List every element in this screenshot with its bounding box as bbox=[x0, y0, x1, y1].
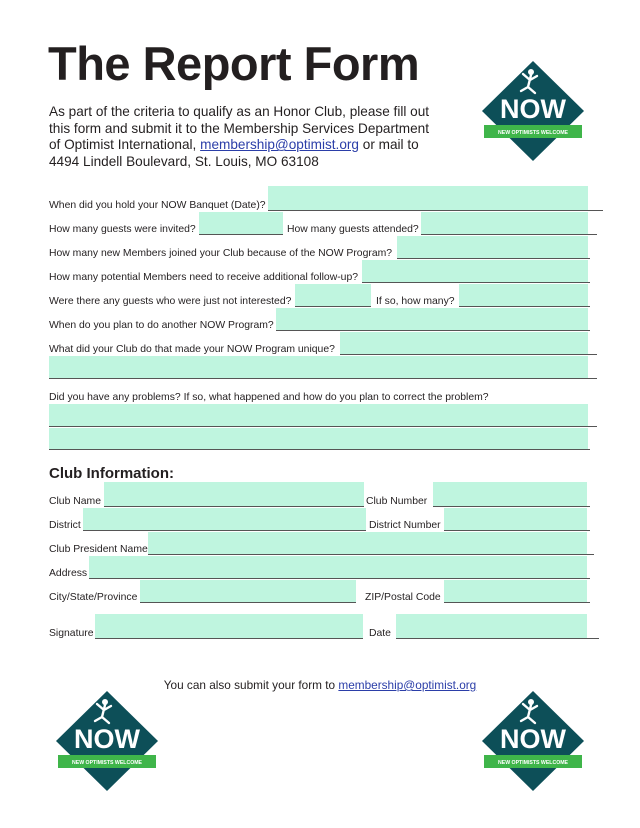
banquet-date-field[interactable] bbox=[268, 186, 588, 211]
district-number-label: District Number bbox=[369, 520, 441, 531]
intro-line bbox=[49, 137, 429, 154]
now-logo bbox=[481, 60, 585, 162]
membership-email-link[interactable]: membership@optimist.org bbox=[200, 137, 359, 153]
footer-text: You can also submit your form to bbox=[163, 678, 339, 692]
now-logo bbox=[55, 690, 159, 792]
club-info-heading: Club Information: bbox=[49, 465, 174, 482]
guests-invited-field[interactable] bbox=[199, 212, 283, 234]
zip-field[interactable] bbox=[444, 580, 587, 602]
underline bbox=[140, 602, 356, 603]
logo-word: NOW bbox=[74, 724, 140, 754]
underline bbox=[49, 449, 590, 450]
mailing-address: 4494 Lindell Boulevard, St. Louis, MO 63108 bbox=[49, 153, 319, 169]
president-field[interactable] bbox=[148, 532, 587, 554]
underline bbox=[148, 554, 594, 555]
district-number-field[interactable] bbox=[444, 508, 587, 530]
club-name-field[interactable] bbox=[104, 482, 364, 506]
unique-field[interactable] bbox=[340, 332, 588, 354]
underline bbox=[49, 426, 597, 427]
city-field[interactable] bbox=[140, 580, 356, 602]
new-members-field[interactable] bbox=[397, 236, 588, 258]
new-members-label: How many new Members joined your Club because of the NOW Program? bbox=[49, 248, 393, 259]
underline bbox=[89, 578, 590, 579]
not-interested-label: Were there any guests who were just not interested? bbox=[49, 296, 292, 307]
logo-word: NOW bbox=[500, 94, 566, 124]
underline bbox=[433, 506, 590, 507]
logo-tagline: NEW OPTIMISTS WELCOME bbox=[71, 760, 143, 766]
underline bbox=[459, 306, 590, 307]
underline bbox=[295, 306, 371, 307]
problems-label: Did you have any problems? If so, what happened and how do you plan to correct the problem? bbox=[49, 392, 489, 403]
underline bbox=[362, 282, 590, 283]
district-field[interactable] bbox=[83, 508, 366, 530]
underline bbox=[396, 638, 599, 639]
underline bbox=[276, 330, 590, 331]
underline bbox=[397, 258, 590, 259]
if-so-label: If so, how many? bbox=[376, 296, 455, 307]
now-logo bbox=[481, 690, 585, 792]
underline bbox=[444, 530, 590, 531]
zip-label: ZIP/Postal Code bbox=[365, 592, 441, 603]
signature-label: Signature bbox=[49, 628, 94, 639]
intro-line-text: or mail to bbox=[358, 137, 419, 153]
city-label: City/State/Province bbox=[49, 592, 138, 603]
underline bbox=[340, 354, 597, 355]
signature-field[interactable] bbox=[95, 614, 363, 638]
page-title: The Report Form bbox=[48, 37, 420, 90]
logo-tagline: NEW OPTIMISTS WELCOME bbox=[497, 760, 569, 766]
problems-field[interactable] bbox=[49, 404, 588, 426]
date-field[interactable] bbox=[396, 614, 587, 638]
guests-attended-field[interactable] bbox=[421, 212, 588, 234]
guests-attended-label: How many guests attended? bbox=[287, 224, 419, 235]
address-label: Address bbox=[49, 568, 88, 579]
district-label: District bbox=[49, 520, 81, 531]
intro-line-text: of Optimist International, bbox=[49, 137, 201, 153]
club-number-field[interactable] bbox=[433, 482, 587, 506]
problems-field-continued[interactable] bbox=[49, 428, 588, 449]
next-program-label: When do you plan to do another NOW Program? bbox=[49, 320, 274, 331]
footer-email-link[interactable]: membership@optimist.org bbox=[338, 678, 477, 692]
next-program-field[interactable] bbox=[276, 308, 588, 330]
intro-line: this form and submit it to the Membership Services Department bbox=[49, 120, 430, 136]
underline bbox=[421, 234, 597, 235]
underline bbox=[104, 506, 364, 507]
club-number-label: Club Number bbox=[366, 496, 428, 507]
not-interested-field[interactable] bbox=[295, 284, 371, 306]
banquet-date-label: When did you hold your NOW Banquet (Date)? bbox=[49, 200, 266, 211]
club-name-label: Club Name bbox=[49, 496, 101, 507]
unique-field-continued[interactable] bbox=[49, 356, 588, 378]
address-field[interactable] bbox=[89, 556, 587, 578]
underline bbox=[83, 530, 366, 531]
underline bbox=[95, 638, 363, 639]
if-so-field[interactable] bbox=[459, 284, 588, 306]
underline bbox=[199, 234, 283, 235]
footer-note bbox=[0, 678, 640, 692]
president-label: Club President Name bbox=[49, 544, 148, 555]
unique-label: What did your Club do that made your NOW Program unique? bbox=[49, 344, 335, 355]
logo-tagline: NEW OPTIMISTS WELCOME bbox=[497, 130, 569, 136]
date-label: Date bbox=[369, 628, 391, 639]
intro-text bbox=[49, 104, 429, 170]
guests-invited-label: How many guests were invited? bbox=[49, 224, 196, 235]
intro-line: As part of the criteria to qualify as an Honor Club, please fill out bbox=[49, 104, 430, 119]
logo-word: NOW bbox=[500, 724, 566, 754]
followup-label: How many potential Members need to receive additional follow-up? bbox=[49, 272, 358, 283]
followup-field[interactable] bbox=[362, 260, 588, 282]
underline bbox=[49, 378, 597, 379]
underline bbox=[268, 210, 603, 211]
underline bbox=[444, 602, 590, 603]
